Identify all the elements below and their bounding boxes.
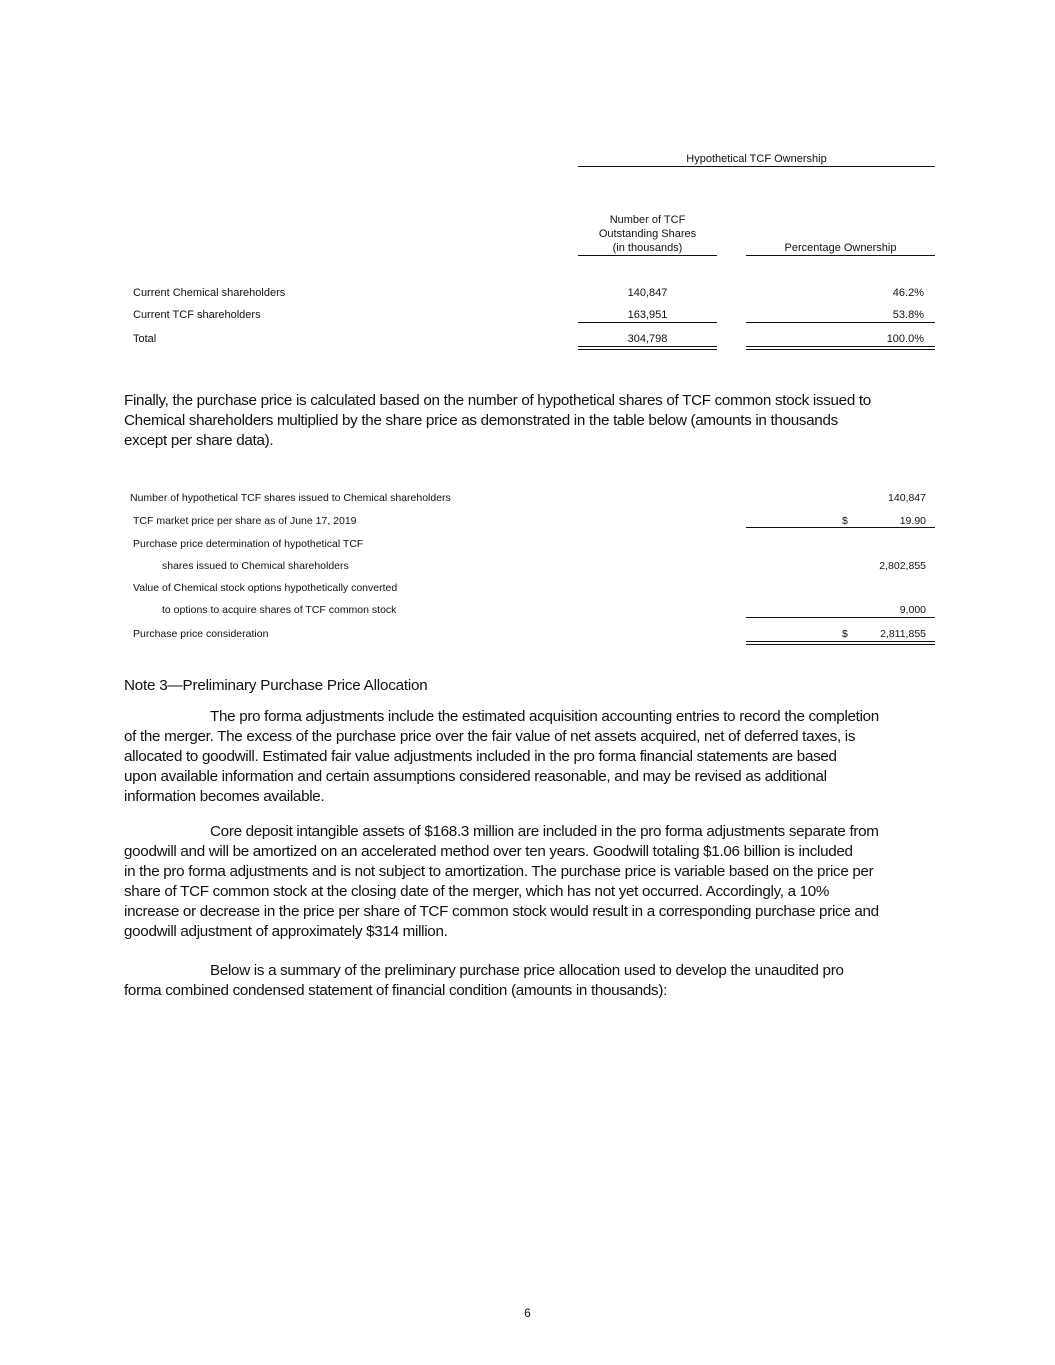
row-shares-total: 304,798 [627, 333, 668, 345]
col-header-pct-rule [746, 255, 935, 256]
note3-paragraph-2 [124, 822, 936, 942]
col-header-shares-line1: Number of TCF [609, 214, 686, 226]
row-label-total: Total [133, 333, 157, 345]
paragraph-line: allocated to goodwill. Estimated fair value adjustments included in the pro forma financial statements are based [124, 748, 837, 765]
row-pct-total: 100.0% [886, 333, 924, 345]
price-row-label-total: Purchase price consideration [133, 628, 269, 640]
row-label: Current Chemical shareholders [133, 287, 286, 299]
subtotal-rule [746, 617, 935, 618]
col-header-shares-line2: Outstanding Shares [598, 228, 697, 240]
total-double-rule [746, 641, 935, 645]
price-row-value: 9,000 [899, 604, 926, 616]
price-row-label: Purchase price determination of hypothetical TCF [133, 538, 364, 550]
paragraph-line: information becomes available. [124, 788, 325, 805]
price-row-value: 140,847 [888, 492, 926, 504]
paragraph-line: Below is a summary of the preliminary purchase price allocation used to develop the unaudited pro [210, 962, 844, 979]
price-row-label: to options to acquire shares of TCF common stock [162, 604, 397, 616]
total-double-rule [746, 346, 935, 350]
row-pct: 46.2% [892, 287, 924, 299]
note3-paragraph-1 [124, 707, 936, 807]
price-row-label: Value of Chemical stock options hypothetically converted [133, 582, 398, 594]
total-double-rule [578, 346, 717, 350]
dollar-sign: $ [842, 515, 848, 527]
price-row-value-total: 2,811,855 [880, 628, 926, 640]
note3-heading: Note 3—Preliminary Purchase Price Allocation [124, 677, 428, 694]
note3-paragraph-3 [124, 961, 936, 1001]
row-shares: 140,847 [627, 287, 668, 299]
paragraph-line: forma combined condensed statement of financial condition (amounts in thousands): [124, 982, 668, 999]
price-row-label: TCF market price per share as of June 17, 2019 [133, 515, 357, 527]
col-header-shares-line3: (in thousands) [612, 242, 683, 254]
row-shares: 163,951 [627, 309, 668, 321]
subtotal-rule [746, 322, 935, 323]
page-number: 6 [524, 1306, 531, 1320]
paragraph-line: share of TCF common stock at the closing date of the merger, which has not yet occurred. Accordingly, a 10% [124, 883, 830, 900]
row-label: Current TCF shareholders [133, 309, 261, 321]
dollar-sign: $ [842, 628, 848, 640]
ownership-group-header: Hypothetical TCF Ownership [686, 153, 827, 165]
paragraph-line: goodwill adjustment of approximately $314 million. [124, 923, 448, 940]
group-header-rule [578, 166, 935, 167]
paragraph-line: Chemical shareholders multiplied by the share price as demonstrated in the table below (amounts in thousands [124, 412, 838, 429]
subtotal-rule [746, 527, 935, 528]
paragraph-line: The pro forma adjustments include the estimated acquisition accounting entries to record the completion [210, 708, 879, 725]
price-row-value: 2,802,855 [879, 560, 926, 572]
paragraph-line: in the pro forma adjustments and is not subject to amortization. The purchase price is variable based on the price per [124, 863, 874, 880]
paragraph-line: except per share data). [124, 432, 274, 449]
paragraph-line: increase or decrease in the price per share of TCF common stock would result in a corresponding purchase price and [124, 903, 879, 920]
row-pct: 53.8% [892, 309, 924, 321]
paragraph-line: upon available information and certain assumptions considered reasonable, and may be revised as additional [124, 768, 827, 785]
price-row-value: 19.90 [899, 515, 926, 527]
intro-paragraph [124, 391, 936, 451]
paragraph-line: of the merger. The excess of the purchase price over the fair value of net assets acquired, net of deferred taxes, is [124, 728, 856, 745]
col-header-shares-rule [578, 255, 717, 256]
subtotal-rule [578, 322, 717, 323]
paragraph-line: Finally, the purchase price is calculated based on the number of hypothetical shares of TCF common stock issued to [124, 392, 871, 409]
paragraph-line: goodwill and will be amortized on an accelerated method over ten years. Goodwill totaling $1.06 billion is included [124, 843, 853, 860]
paragraph-line: Core deposit intangible assets of $168.3 million are included in the pro forma adjustments separate from [210, 823, 879, 840]
price-row-label: Number of hypothetical TCF shares issued to Chemical shareholders [130, 492, 451, 504]
col-header-pct: Percentage Ownership [784, 242, 897, 254]
price-row-label: shares issued to Chemical shareholders [162, 560, 349, 572]
